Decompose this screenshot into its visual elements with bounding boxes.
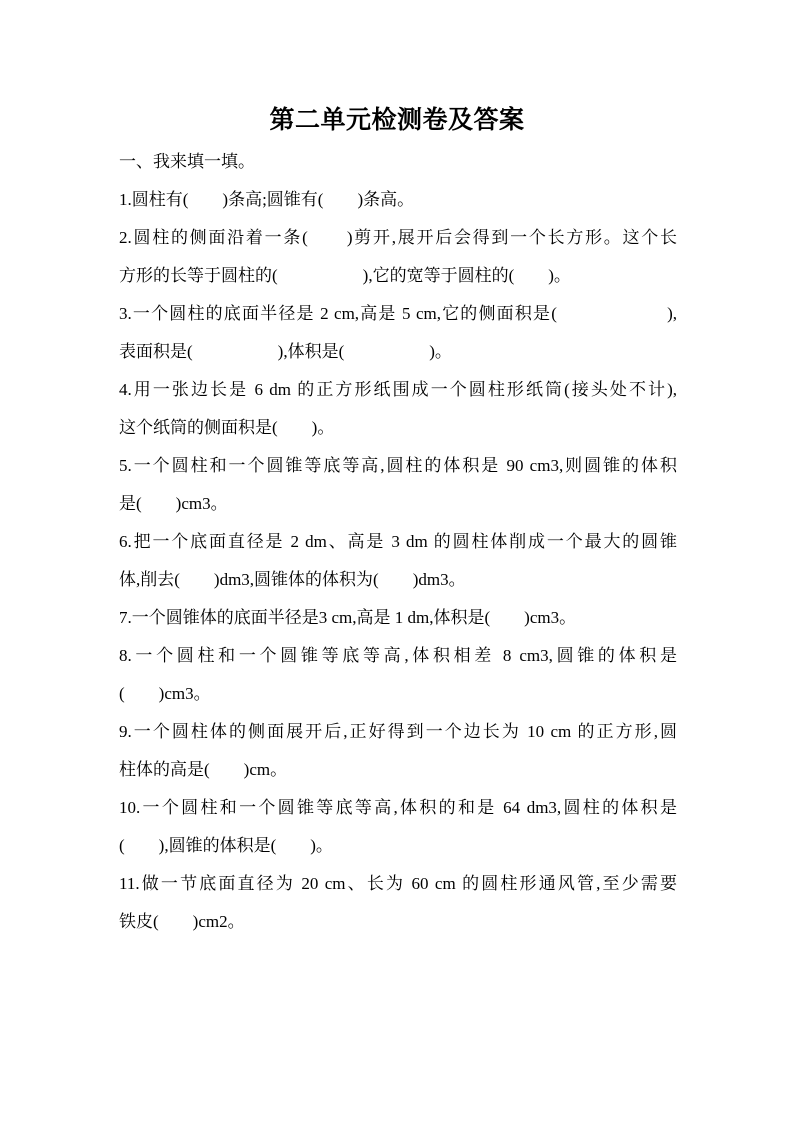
section-heading: 一、我来填一填。 (119, 152, 255, 171)
question-8 (119, 637, 677, 713)
question-line: ( ),圆锥的体积是( )。 (119, 836, 333, 855)
question-line: 11.做一节底面直径为 20 cm、长为 60 cm 的圆柱形通风管,至少需要 (119, 874, 677, 893)
question-line: 表面积是( ),体积是( )。 (119, 342, 452, 361)
question-5 (119, 447, 677, 523)
question-line: 3.一个圆柱的底面半径是 2 cm,高是 5 cm,它的侧面积是( ), (119, 304, 677, 323)
question-line: 方形的长等于圆柱的( ),它的宽等于圆柱的( )。 (119, 266, 571, 285)
question-line: 5.一个圆柱和一个圆锥等底等高,圆柱的体积是 90 cm3,则圆锥的体积 (119, 456, 677, 475)
question-6 (119, 523, 677, 599)
question-2 (119, 219, 677, 295)
question-1 (119, 181, 677, 219)
question-4 (119, 371, 677, 447)
question-3 (119, 295, 677, 371)
question-line: 8.一个圆柱和一个圆锥等底等高,体积相差 8 cm3,圆锥的体积是 (119, 646, 677, 665)
question-list (119, 143, 677, 941)
question-line: 1.圆柱有( )条高;圆锥有( )条高。 (119, 190, 415, 209)
question-10 (119, 789, 677, 865)
question-line: 6.把一个底面直径是 2 dm、高是 3 dm 的圆柱体削成一个最大的圆锥 (119, 532, 677, 551)
question-line: 9.一个圆柱体的侧面展开后,正好得到一个边长为 10 cm 的正方形,圆 (119, 722, 677, 741)
question-line: 2.圆柱的侧面沿着一条( )剪开,展开后会得到一个长方形。这个长 (119, 228, 677, 247)
question-line: 这个纸筒的侧面积是( )。 (119, 418, 335, 437)
question-line: 铁皮( )cm2。 (119, 912, 245, 931)
question-line: 是( )cm3。 (119, 494, 228, 513)
question-line: 体,削去( )dm3,圆锥体的体积为( )dm3。 (119, 570, 466, 589)
question-line: ( )cm3。 (119, 684, 211, 703)
question-line: 10.一个圆柱和一个圆锥等底等高,体积的和是 64 dm3,圆柱的体积是 (119, 798, 677, 817)
question-7 (119, 599, 677, 637)
page-title: 第二单元检测卷及答案 (269, 105, 525, 134)
question-9 (119, 713, 677, 789)
question-line: 柱体的高是( )cm。 (119, 760, 288, 779)
question-line: 7.一个圆锥体的底面半径是3 cm,高是 1 dm,体积是( )cm3。 (119, 608, 577, 627)
question-11 (119, 865, 677, 941)
question-line: 4.用一张边长是 6 dm 的正方形纸围成一个圆柱形纸筒(接头处不计), (119, 380, 677, 399)
